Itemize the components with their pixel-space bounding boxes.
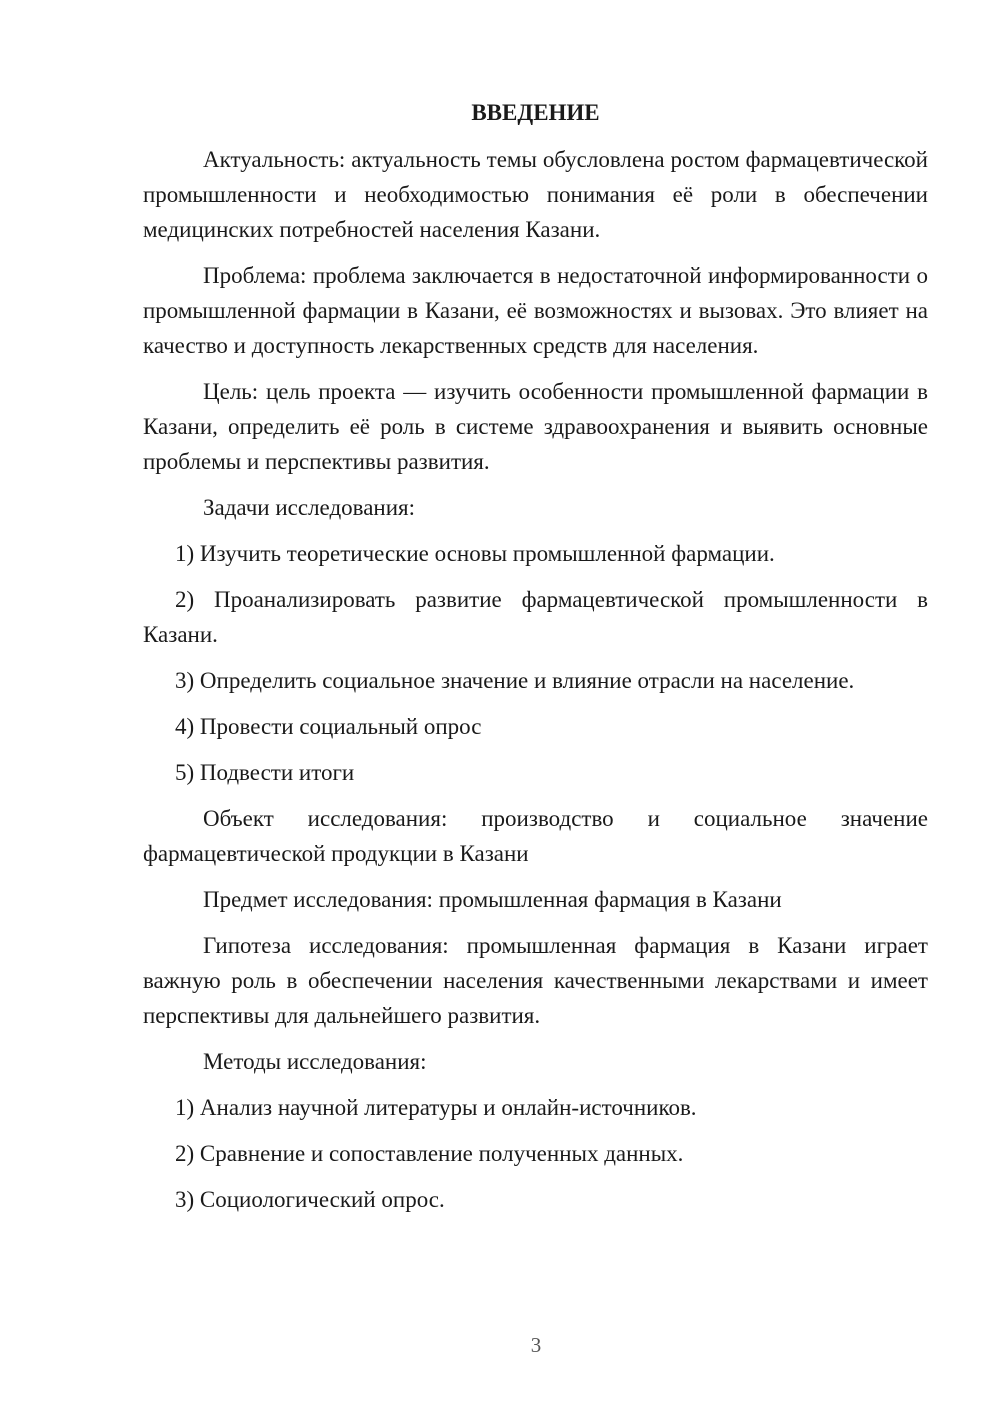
list-item: 4) Провести социальный опрос	[175, 714, 482, 739]
list-item: 2) Проанализировать развитие фармацевтической промышленности в Казани.	[143, 587, 928, 647]
goal-paragraph: Цель: цель проекта — изучить особенности промышленной фармации в Казани, определить её роль в системе здравоохранения и выявить основные проблемы и перспективы развития.	[143, 379, 928, 474]
hypothesis-paragraph: Гипотеза исследования: промышленная фармация в Казани играет важную роль в обеспечении населения качественными лекарствами и имеет перспективы для дальнейшего развития.	[143, 933, 928, 1028]
object-paragraph: Объект исследования: производство и социальное значение фармацевтической продукции в Казани	[143, 806, 928, 866]
list-item: 3) Определить социальное значение и влияние отрасли на население.	[175, 668, 855, 693]
list-item: 5) Подвести итоги	[175, 760, 355, 785]
methods-list	[143, 1090, 928, 1217]
list-item: 1) Изучить теоретические основы промышленной фармации.	[175, 541, 775, 566]
list-item: 2) Сравнение и сопоставление полученных данных.	[175, 1141, 684, 1166]
methods-heading: Методы исследования:	[203, 1049, 427, 1074]
document-body	[143, 95, 928, 1228]
relevance-paragraph: Актуальность: актуальность темы обусловлена ростом фармацевтической промышленности и необходимостью понимания её роли в обеспечении медицинских потребностей населения Казани.	[143, 147, 928, 242]
list-item: 3) Социологический опрос.	[175, 1187, 445, 1212]
subject-paragraph: Предмет исследования: промышленная фармация в Казани	[203, 887, 782, 912]
page-number: 3	[530, 1333, 542, 1357]
tasks-list	[143, 536, 928, 790]
section-title: ВВЕДЕНИЕ	[471, 100, 600, 125]
problem-paragraph: Проблема: проблема заключается в недостаточной информированности о промышленной фармации в Казани, её возможностях и вызовах. Это влияет на качество и доступность лекарственных средств для населения.	[143, 263, 928, 358]
tasks-heading: Задачи исследования:	[203, 495, 416, 520]
list-item: 1) Анализ научной литературы и онлайн-источников.	[175, 1095, 697, 1120]
